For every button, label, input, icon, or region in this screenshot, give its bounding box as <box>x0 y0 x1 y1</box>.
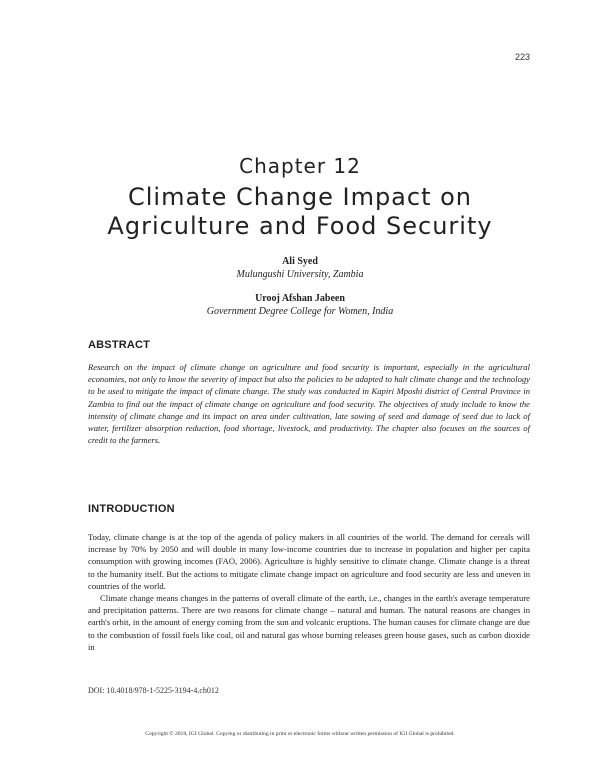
introduction-body <box>88 531 530 653</box>
chapter-title-line-1: Climate Change Impact on <box>127 183 473 211</box>
paragraph: Climate change means changes in the patterns of overall climate of the earth, i.e., changes in the earth's average temperature and precipitation patterns. There are two reasons for climate change – natural and human. The natural reasons are changes in earth's orbit, in the amount of energy coming from the sun and volcanic eruptions. The human causes for climate change are due to the combustion of fossil fuels like coal, oil and natural gas whose burning releases green house gases, such as carbon dioxide in <box>88 593 530 652</box>
paragraph: Today, climate change is at the top of the agenda of policy makers in all countries of the world. The demand for cereals will increase by 70% by 2050 and will double in many low-income countries due to increase in population and higher per capita consumption with growing incomes (FAO, 2006). Agriculture is highly sensitive to climate change. Climate change is a threat to the humanity itself. But the actions to mitigate climate change impact on agriculture and food security are less and uneven in countries of the world. <box>88 532 530 591</box>
author-block-2 <box>0 292 600 318</box>
doi-line: DOI: 10.4018/978-1-5225-3194-4.ch012 <box>88 686 219 695</box>
abstract-text: Research on the impact of climate change on agriculture and food security is important, especially in the agricultural economies, not only to know the severity of impact but also the policies to be adapted to halt climate change and the technology to be used to mitigate the impact of climate change. The study was conducted in Kapiri Mposhi district of Central Province in Zambia to find out the impact of climate change on agriculture and food security. The objectives of study include to know the intensity of climate change and its impact on area under cultivation, late sowing of seed and damage of seed due to lack of water, fertilizer absorption reduction, food shortage, livestock, and productivity. The chapter also focuses on the sources of credit to the farmers. <box>88 362 530 446</box>
chapter-title <box>60 183 540 241</box>
abstract-heading: ABSTRACT <box>88 339 151 351</box>
chapter-title-line-2: Agriculture and Food Security <box>107 212 493 240</box>
author-affiliation: Government Degree College for Women, India <box>206 306 394 317</box>
author-block-1 <box>0 255 600 281</box>
copyright-notice: Copyright © 2018, IGI Global. Copying or distributing in print or electronic forms without written permission of IGI Global is prohibited. <box>145 731 455 737</box>
author-name: Urooj Afshan Jabeen <box>255 293 345 304</box>
page-number: 223 <box>514 52 530 62</box>
chapter-label: Chapter 12 <box>239 154 361 178</box>
author-name: Ali Syed <box>282 256 318 267</box>
author-affiliation: Mulungushi University, Zambia <box>236 269 364 280</box>
introduction-heading: INTRODUCTION <box>88 503 175 515</box>
